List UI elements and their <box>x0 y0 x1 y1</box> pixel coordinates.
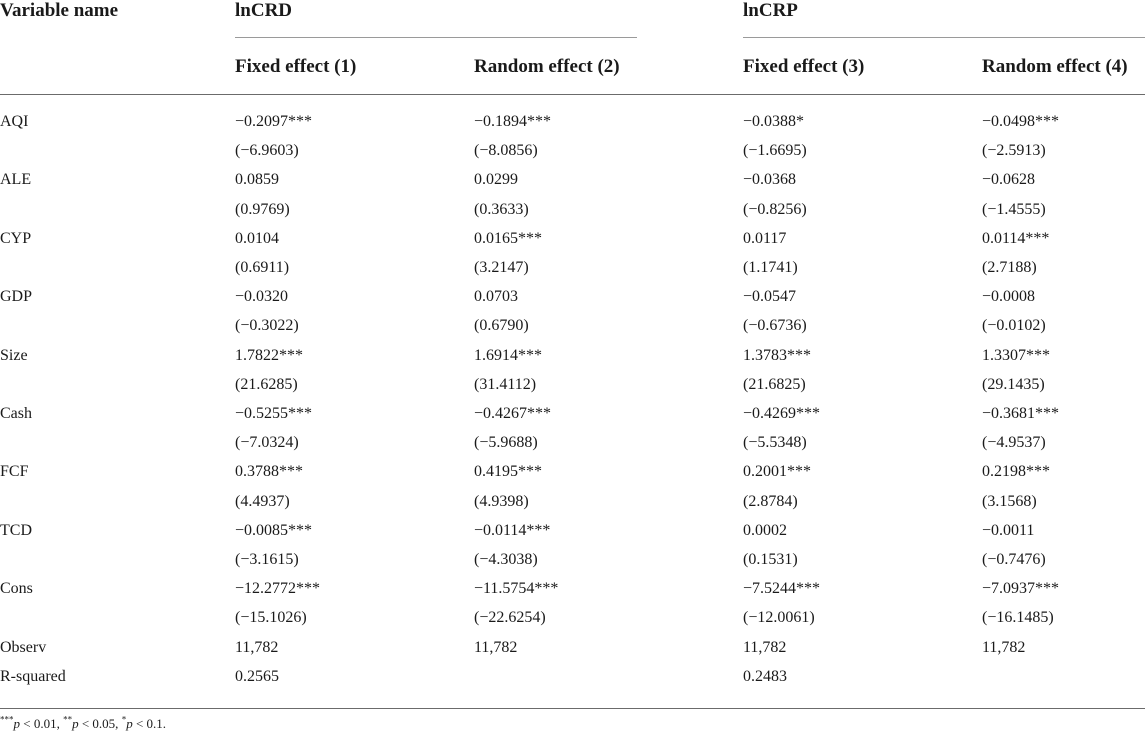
fixed-effect-1-cell: (−0.3022) <box>235 317 299 334</box>
random-effect-2-cell: 11,782 <box>474 639 518 656</box>
fixed-effect-1-cell: (−15.1026) <box>235 609 307 626</box>
fixed-effect-1-cell: −0.0085*** <box>235 522 313 539</box>
fixed-effect-3-cell: −0.0388* <box>743 113 805 130</box>
fixed-effect-1-cell: 0.3788*** <box>235 463 303 480</box>
random-effect-4-cell: (3.1568) <box>982 493 1037 510</box>
fixed-effect-1-cell: (−3.1615) <box>235 551 299 568</box>
random-effect-4-cell: (−2.5913) <box>982 142 1046 159</box>
fixed-effect-1-cell: 1.7822*** <box>235 347 303 364</box>
lncrd-header: lnCRD <box>235 0 293 21</box>
random-effect-4-cell: (29.1435) <box>982 376 1045 393</box>
random-effect-2-cell: −0.4267*** <box>474 405 552 422</box>
fixed-effect-3-cell: (−0.8256) <box>743 201 807 218</box>
fixed-effect-1-cell: (21.6285) <box>235 376 298 393</box>
random-effect-4-cell: (−0.7476) <box>982 551 1046 568</box>
random-effect-4-cell: −0.0008 <box>982 288 1036 305</box>
col-header-fixed-effect-3: Fixed effect (3) <box>743 56 865 77</box>
fixed-effect-3-cell: (2.8784) <box>743 493 798 510</box>
variable-name-cell: Cash <box>0 405 32 422</box>
random-effect-4-cell: (2.7188) <box>982 259 1037 276</box>
lncrp-header: lnCRP <box>743 0 798 21</box>
variable-name-header: Variable name <box>0 0 119 21</box>
fixed-effect-3-cell: (−0.6736) <box>743 317 807 334</box>
fixed-effect-1-cell: −12.2772*** <box>235 580 321 597</box>
random-effect-2-cell: (3.2147) <box>474 259 529 276</box>
col-header-random-effect-4: Random effect (4) <box>982 56 1128 77</box>
fixed-effect-1-cell: −0.5255*** <box>235 405 313 422</box>
random-effect-4-cell: −0.0498*** <box>982 113 1060 130</box>
random-effect-2-cell: (31.4112) <box>474 376 537 393</box>
random-effect-2-cell: (−8.0856) <box>474 142 538 159</box>
fixed-effect-3-cell: 11,782 <box>743 639 787 656</box>
random-effect-2-cell: 0.4195*** <box>474 463 542 480</box>
fixed-effect-1-cell: −0.2097*** <box>235 113 313 130</box>
fixed-effect-1-cell: (0.6911) <box>235 259 290 276</box>
random-effect-4-cell: 0.2198*** <box>982 463 1050 480</box>
random-effect-2-cell: (4.9398) <box>474 493 529 510</box>
random-effect-4-cell: (−0.0102) <box>982 317 1046 334</box>
random-effect-2-cell: 1.6914*** <box>474 347 542 364</box>
random-effect-4-cell: (−1.4555) <box>982 201 1046 218</box>
fixed-effect-3-cell: (1.1741) <box>743 259 798 276</box>
fixed-effect-1-cell: 11,782 <box>235 639 279 656</box>
fixed-effect-3-cell: −0.0368 <box>743 171 797 188</box>
random-effect-4-cell: 1.3307*** <box>982 347 1050 364</box>
header-bottom-rule <box>0 94 1145 95</box>
variable-name-cell: Observ <box>0 639 47 656</box>
random-effect-4-cell: (−4.9537) <box>982 434 1046 451</box>
lncrd-group-rule <box>235 37 637 38</box>
random-effect-2-cell: (−5.9688) <box>474 434 538 451</box>
fixed-effect-3-cell: 1.3783*** <box>743 347 811 364</box>
random-effect-4-cell: −7.0937*** <box>982 580 1060 597</box>
variable-name-cell: FCF <box>0 463 29 480</box>
variable-name-cell: R-squared <box>0 668 66 685</box>
random-effect-4-cell: 11,782 <box>982 639 1026 656</box>
variable-name-cell: Size <box>0 347 28 364</box>
fixed-effect-1-cell: 0.0104 <box>235 230 279 247</box>
random-effect-2-cell: (0.3633) <box>474 201 529 218</box>
fixed-effect-3-cell: −0.0547 <box>743 288 797 305</box>
fixed-effect-3-cell: −7.5244*** <box>743 580 821 597</box>
random-effect-2-cell: (−4.3038) <box>474 551 538 568</box>
variable-name-cell: TCD <box>0 522 32 539</box>
table-bottom-rule <box>0 708 1145 709</box>
random-effect-2-cell: 0.0299 <box>474 171 518 188</box>
fixed-effect-3-cell: 0.2001*** <box>743 463 811 480</box>
random-effect-4-cell: 0.0114*** <box>982 230 1050 247</box>
fixed-effect-3-cell: 0.0002 <box>743 522 787 539</box>
fixed-effect-3-cell: −0.4269*** <box>743 405 821 422</box>
variable-name-cell: ALE <box>0 171 32 188</box>
random-effect-2-cell: (0.6790) <box>474 317 529 334</box>
variable-name-cell: AQI <box>0 113 29 130</box>
fixed-effect-3-cell: (−5.5348) <box>743 434 807 451</box>
random-effect-4-cell: (−16.1485) <box>982 609 1054 626</box>
significance-footnote: ***p < 0.01, **p < 0.05, *p < 0.1. <box>0 714 167 731</box>
fixed-effect-3-cell: (21.6825) <box>743 376 806 393</box>
variable-name-cell: Cons <box>0 580 33 597</box>
fixed-effect-1-cell: (4.4937) <box>235 493 290 510</box>
fixed-effect-3-cell: (0.1531) <box>743 551 798 568</box>
random-effect-4-cell: −0.0011 <box>982 522 1035 539</box>
fixed-effect-1-cell: 0.0859 <box>235 171 279 188</box>
lncrp-group-rule <box>743 37 1145 38</box>
fixed-effect-3-cell: 0.0117 <box>743 230 787 247</box>
fixed-effect-3-cell: (−1.6695) <box>743 142 807 159</box>
col-header-fixed-effect-1: Fixed effect (1) <box>235 56 357 77</box>
fixed-effect-3-cell: 0.2483 <box>743 668 787 685</box>
random-effect-2-cell: (−22.6254) <box>474 609 546 626</box>
random-effect-2-cell: −0.0114*** <box>474 522 551 539</box>
random-effect-2-cell: 0.0165*** <box>474 230 542 247</box>
random-effect-2-cell: −11.5754*** <box>474 580 559 597</box>
fixed-effect-1-cell: 0.2565 <box>235 668 279 685</box>
variable-name-cell: GDP <box>0 288 33 305</box>
random-effect-2-cell: 0.0703 <box>474 288 518 305</box>
random-effect-4-cell: −0.0628 <box>982 171 1036 188</box>
random-effect-4-cell: −0.3681*** <box>982 405 1060 422</box>
random-effect-2-cell: −0.1894*** <box>474 113 552 130</box>
fixed-effect-1-cell: (0.9769) <box>235 201 290 218</box>
fixed-effect-1-cell: −0.0320 <box>235 288 289 305</box>
fixed-effect-1-cell: (−6.9603) <box>235 142 299 159</box>
fixed-effect-1-cell: (−7.0324) <box>235 434 299 451</box>
variable-name-cell: CYP <box>0 230 32 247</box>
col-header-random-effect-2: Random effect (2) <box>474 56 620 77</box>
fixed-effect-3-cell: (−12.0061) <box>743 609 815 626</box>
